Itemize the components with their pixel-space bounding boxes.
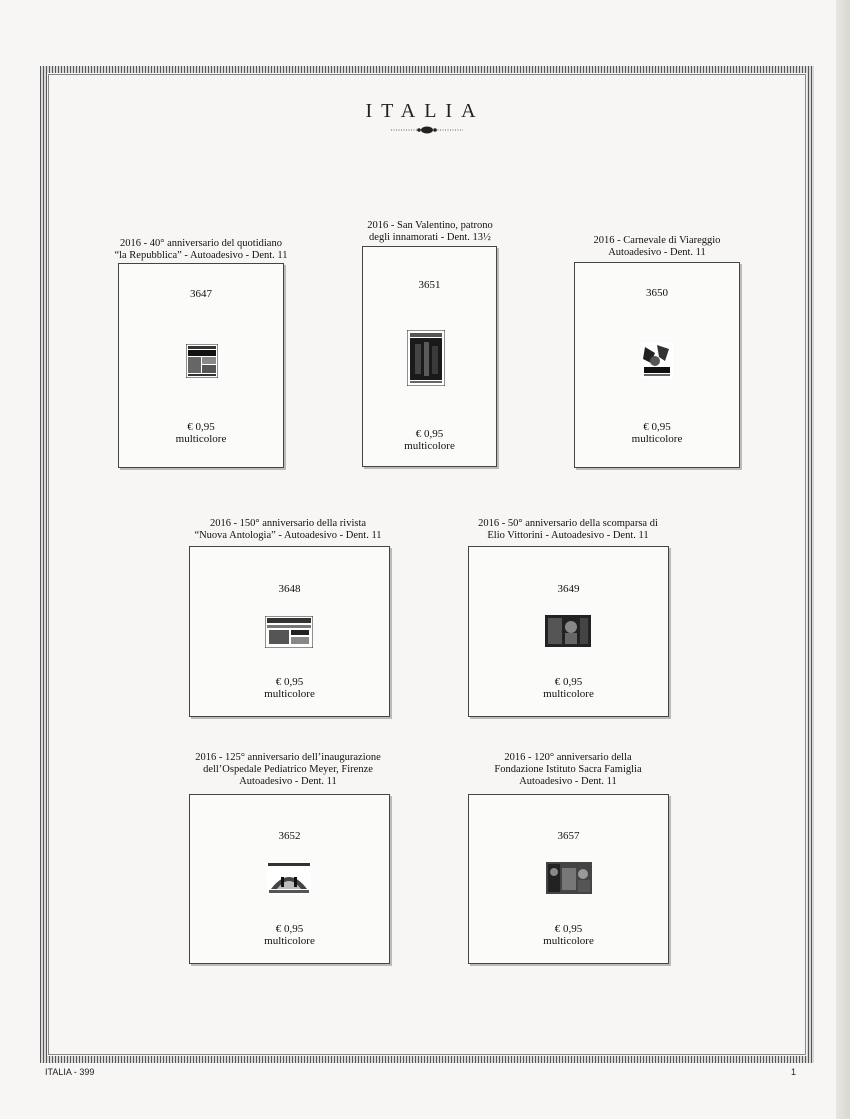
- stamp-mount-3647: [118, 263, 284, 468]
- face-value: € 0,95: [643, 421, 671, 433]
- catalog-number: 3648: [278, 583, 301, 595]
- stamp-image-repubblica: [186, 344, 218, 378]
- catalog-number: 3647: [190, 288, 212, 300]
- footer-page-ref: ITALIA - 399: [45, 1067, 95, 1077]
- catalog-number: 3651: [418, 279, 441, 291]
- color-label: multicolore: [175, 433, 227, 445]
- color-label: multicolore: [631, 433, 683, 445]
- stamp-mount-3649: [468, 546, 669, 717]
- stamp-image-san-valentino: [407, 330, 445, 386]
- stamp-image-vittorini: [545, 615, 591, 647]
- catalog-number: 3652: [278, 830, 301, 842]
- catalog-number: 3649: [557, 583, 580, 595]
- page-edge: [836, 0, 850, 1119]
- stamp-image-sacra-famiglia: [546, 862, 592, 894]
- catalog-number: 3650: [646, 287, 668, 299]
- stamp-caption-3648: 2016 - 150° anniversario della rivista “Nuova Antologia” - Autoadesivo - Dent. 11: [194, 518, 382, 541]
- color-label: multicolore: [543, 688, 594, 700]
- color-label: multicolore: [264, 935, 315, 947]
- face-value: € 0,95: [275, 676, 304, 688]
- stamp-caption-3657: 2016 - 120° anniversario della Fondazione Istituto Sacra Famiglia Autoadesivo - Dent. 11: [494, 752, 642, 787]
- stamp-caption-3652: 2016 - 125° anniversario dell’inaugurazione dell’Ospedale Pediatrico Meyer, Firenze Autoadesivo - Dent. 11: [195, 752, 381, 787]
- face-value: € 0,95: [187, 421, 215, 433]
- stamp-mount-3651: [362, 246, 497, 467]
- stamp-caption-3650: 2016 - Carnevale di Viareggio Autoadesivo - Dent. 11: [593, 235, 721, 258]
- stamp-mount-3650: [574, 262, 740, 468]
- page-title: ITALIA: [365, 100, 485, 122]
- stamp-mount-3648: [189, 546, 390, 717]
- face-value: € 0,95: [415, 428, 444, 440]
- stamp-caption-3649: 2016 - 50° anniversario della scomparsa di Elio Vittorini - Autoadesivo - Dent. 11: [478, 518, 658, 541]
- color-label: multicolore: [404, 440, 455, 452]
- face-value: € 0,95: [275, 923, 304, 935]
- color-label: multicolore: [543, 935, 594, 947]
- color-label: multicolore: [264, 688, 315, 700]
- stamp-mount-3657: [468, 794, 669, 964]
- stamp-image-meyer: [267, 861, 311, 895]
- title-ornament: [389, 124, 465, 136]
- face-value: € 0,95: [554, 676, 583, 688]
- stamp-image-carnevale: [641, 343, 673, 379]
- stamp-caption-3651: 2016 - San Valentino, patrono degli innamorati - Dent. 13½: [367, 220, 493, 243]
- stamp-caption-3647: 2016 - 40° anniversario del quotidiano “la Repubblica” - Autoadesivo - Dent. 11: [114, 238, 288, 261]
- stamp-mount-3652: [189, 794, 390, 964]
- catalog-number: 3657: [557, 830, 580, 842]
- face-value: € 0,95: [554, 923, 583, 935]
- stamp-image-nuova-antologia: [265, 616, 313, 648]
- footer-page-number: 1: [791, 1067, 797, 1077]
